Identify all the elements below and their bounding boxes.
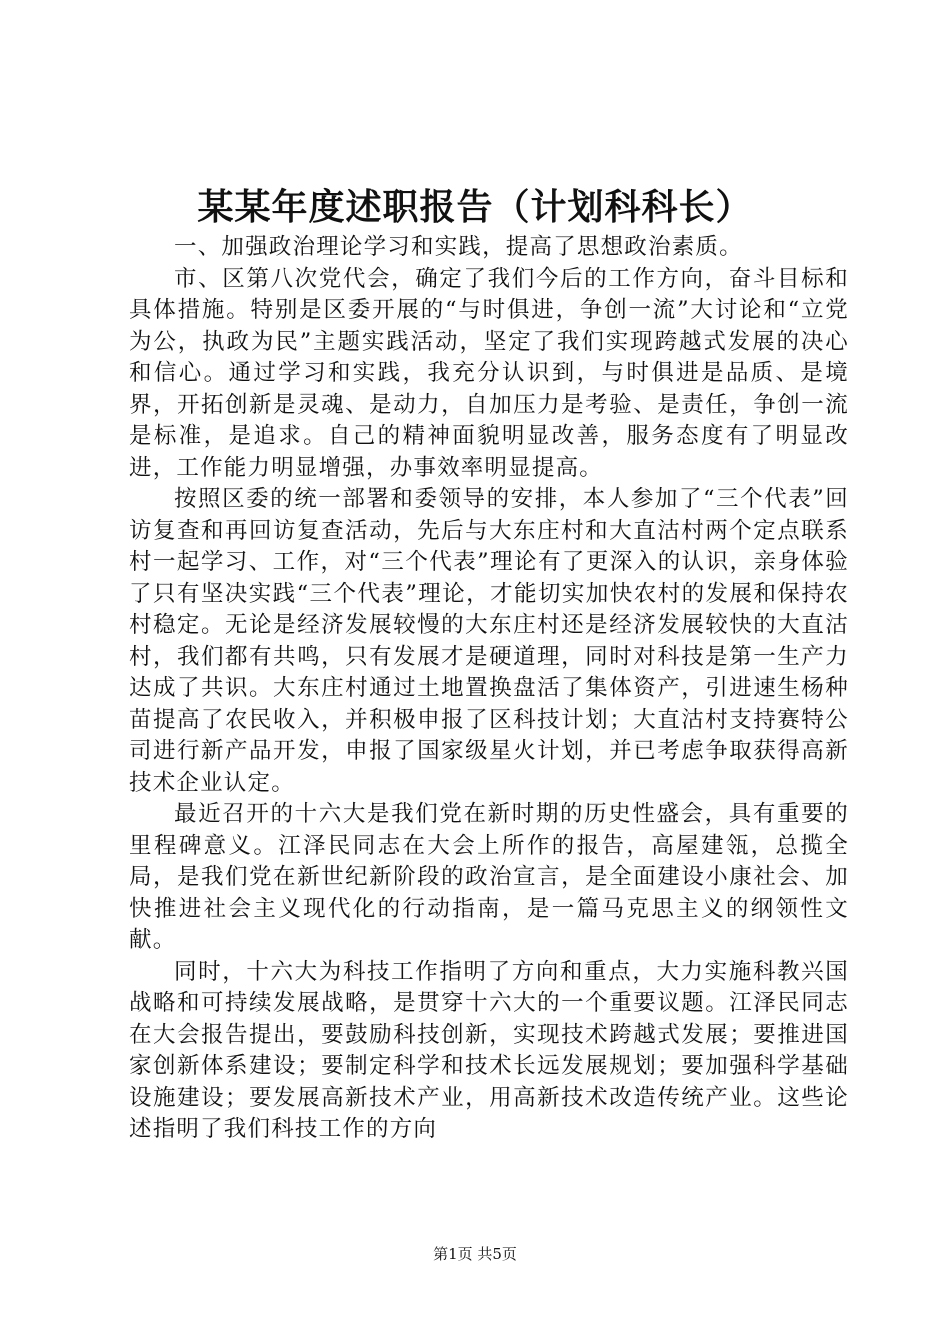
paragraph: 同时，十六大为科技工作指明了方向和重点，大力实施科教兴国战略和可持续发展战略，是贯穿十六大的一个重要议题。江泽民同志在大会报告提出，要鼓励科技创新，实现技术跨越式发展；要推进国家创新体系建设；要制定科学和技术长远发展规划；要加强科学基础设施建设；要发展高新技术产业，用高新技术改造传统产业。这些论述指明了我们科技工作的方向 — [129, 958, 849, 1142]
paragraph: 市、区第八次党代会，确定了我们今后的工作方向，奋斗目标和具体措施。特别是区委开展的“与时俱进，争创一流”大讨论和“立党为公，执政为民”主题实践活动，坚定了我们实现跨越式发展的决心和信心。通过学习和实践，我充分认识到，与时俱进是品质、是境界，开拓创新是灵魂、是动力，自加压力是考验、是责任，争创一流是标准，是追求。自己的精神面貌明显改善，服务态度有了明显改进，工作能力明显增强，办事效率明显提高。 — [129, 265, 849, 481]
paragraph: 最近召开的十六大是我们党在新时期的历史性盛会，具有重要的里程碑意义。江泽民同志在大会上所作的报告，高屋建瓴，总揽全局，是我们党在新世纪新阶段的政治宣言，是全面建设小康社会、加快推进社会主义现代化的行动指南，是一篇马克思主义的纲领性文献。 — [129, 801, 849, 953]
document-body — [129, 232, 849, 1146]
paragraph: 一、加强政治理论学习和实践，提高了思想政治素质。 — [174, 234, 743, 260]
paragraph: 按照区委的统一部署和委领导的安排，本人参加了“三个代表”回访复查和再回访复查活动，先后与大东庄村和大直沽村两个定点联系村一起学习、工作，对“三个代表”理论有了更深入的认识，亲身体验了只有坚决实践“三个代表”理论，才能切实加快农村的发展和保持农村稳定。无论是经济发展较慢的大东庄村还是经济发展较快的大直沽村，我们都有共鸣，只有发展才是硬道理，同时对科技是第一生产力达成了共识。大东庄村通过土地置换盘活了集体资产，引进速生杨种苗提高了农民收入，并积极申报了区科技计划；大直沽村支持赛特公司进行新产品开发，申报了国家级星火计划，并已考虑争取获得高新技术企业认定。 — [129, 486, 849, 796]
page-number-footer: 第1页 共5页 — [433, 1245, 517, 1263]
document-title: 某某年度述职报告（计划科科长） — [197, 186, 753, 228]
